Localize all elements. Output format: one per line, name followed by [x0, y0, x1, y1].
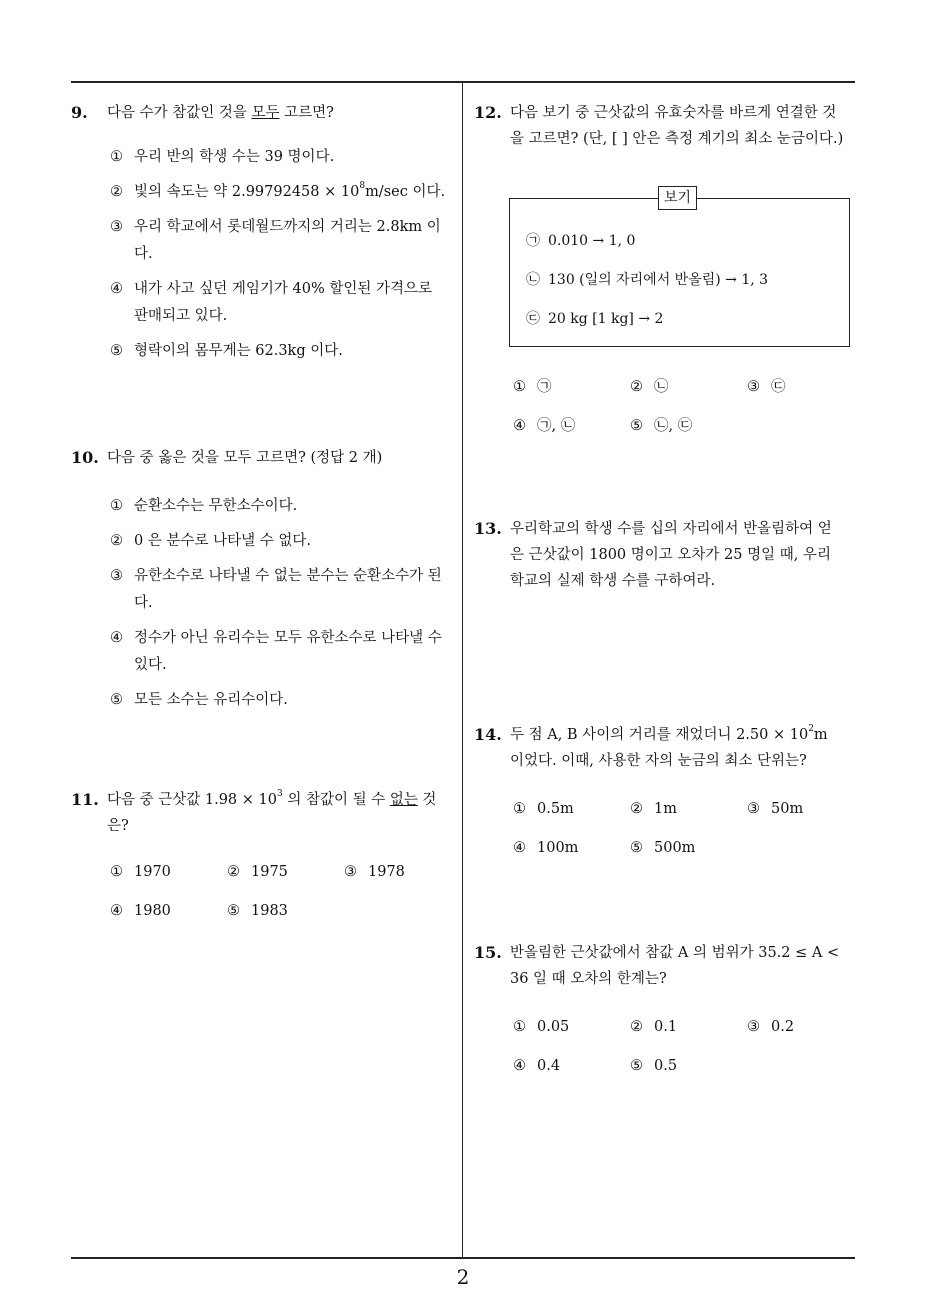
question-14-stem — [474, 722, 844, 774]
choice-mark: ② — [630, 379, 643, 395]
underlined-keyword: 모두 — [251, 105, 280, 121]
choice-mark: ① — [110, 864, 123, 880]
option-text: 0 은 분수로 나타낼 수 없다. — [134, 533, 311, 549]
choice-1[interactable] — [513, 1014, 630, 1041]
choice-mark: ② — [630, 1019, 643, 1035]
top-rule — [71, 81, 855, 83]
question-11-stem — [71, 787, 446, 839]
choice-text: ㉡, ㉢ — [654, 418, 693, 434]
option-4[interactable] — [110, 276, 446, 330]
bogi-text: 20 kg [1 kg] → 2 — [548, 311, 664, 327]
exponent: 3 — [276, 788, 283, 799]
choice-mark: ② — [630, 801, 643, 817]
choice-text: 1980 — [134, 903, 171, 919]
question-text: 반올림한 근삿값에서 참값 A 의 범위가 35.2 ≤ A < 36 일 때 오차의 한계는? — [510, 945, 840, 987]
choice-text: 100m — [537, 840, 579, 856]
option-1[interactable] — [110, 493, 446, 520]
choice-5[interactable] — [227, 898, 344, 925]
option-text: 우리 학교에서 롯데월드까지의 거리는 2.8km 이다. — [134, 219, 441, 262]
option-mark: ③ — [110, 219, 123, 235]
question-12 — [474, 100, 844, 152]
bogi-mark: ㉡ — [526, 272, 540, 288]
choice-mark: ③ — [747, 1019, 760, 1035]
choice-text: ㉠, ㉡ — [537, 418, 576, 434]
choice-mark: ① — [513, 379, 526, 395]
question-13-stem — [474, 516, 844, 594]
bogi-box — [509, 190, 850, 347]
choice-5[interactable] — [630, 835, 747, 862]
question-10-stem — [71, 445, 446, 471]
option-mark: ⑤ — [110, 692, 123, 708]
choice-text: ㉠ — [537, 379, 552, 395]
option-text-end: m/sec 이다. — [365, 184, 446, 200]
option-mark: ① — [110, 498, 123, 514]
choice-2[interactable] — [630, 796, 747, 823]
question-number: 11. — [71, 790, 99, 809]
bogi-mark: ㉠ — [526, 233, 540, 249]
question-text-end: 것은? — [107, 792, 437, 834]
bottom-rule — [71, 1257, 855, 1259]
option-mark: ① — [110, 149, 123, 165]
question-text-end: 고르면? — [279, 105, 334, 121]
option-5[interactable] — [110, 687, 446, 714]
bogi-mark: ㉢ — [526, 311, 540, 327]
question-text: 다음 중 근삿값 1.98 × 10 — [107, 792, 277, 808]
choice-text: 1975 — [251, 864, 288, 880]
question-number: 10. — [71, 448, 99, 467]
choice-text: 1970 — [134, 864, 171, 880]
choice-2[interactable] — [630, 1014, 747, 1041]
choice-text: 1m — [654, 801, 677, 817]
option-text: 정수가 아닌 유리수는 모두 유한소수로 나타낼 수 있다. — [134, 630, 442, 673]
underlined-keyword: 없는 — [389, 792, 418, 808]
choice-mark: ③ — [747, 801, 760, 817]
option-3[interactable] — [110, 563, 446, 617]
option-mark: ⑤ — [110, 343, 123, 359]
choice-mark: ④ — [513, 418, 526, 434]
choice-3[interactable] — [344, 859, 461, 886]
question-10 — [71, 445, 446, 722]
choice-mark: ④ — [513, 840, 526, 856]
question-number: 14. — [474, 725, 502, 744]
option-text: 형락이의 몸무게는 62.3kg 이다. — [134, 343, 343, 359]
choice-text: 500m — [654, 840, 696, 856]
choice-1[interactable] — [513, 374, 630, 401]
option-3[interactable] — [110, 214, 446, 268]
choice-1[interactable] — [110, 859, 227, 886]
column-divider — [462, 82, 463, 1258]
option-mark: ② — [110, 533, 123, 549]
choice-2[interactable] — [630, 374, 747, 401]
exponent: 2 — [808, 723, 814, 734]
choice-3[interactable] — [747, 374, 864, 401]
option-2[interactable] — [110, 179, 446, 206]
bogi-text: 0.010 → 1, 0 — [548, 233, 636, 249]
choice-text: ㉡ — [654, 379, 669, 395]
choice-mark: ③ — [344, 864, 357, 880]
choice-text: 50m — [771, 801, 804, 817]
question-text: 다음 중 옳은 것을 모두 고르면? (정답 2 개) — [107, 450, 383, 466]
option-4[interactable] — [110, 625, 446, 679]
option-2[interactable] — [110, 528, 446, 555]
question-text-mid: 의 참값이 될 수 — [282, 792, 390, 808]
choice-4[interactable] — [513, 413, 630, 440]
option-mark: ③ — [110, 568, 123, 584]
page-number: 2 — [456, 1265, 470, 1289]
choice-mark: ④ — [513, 1058, 526, 1074]
option-text: 빛의 속도는 약 2.99792458 × 10 — [134, 184, 360, 200]
choice-mark: ② — [227, 864, 240, 880]
question-9-stem — [71, 100, 446, 126]
choice-3[interactable] — [747, 1014, 864, 1041]
choice-mark: ① — [513, 801, 526, 817]
choice-1[interactable] — [513, 796, 630, 823]
option-text: 순환소수는 무한소수이다. — [134, 498, 298, 514]
question-15-stem — [474, 940, 844, 992]
choice-mark: ⑤ — [227, 903, 240, 919]
question-15 — [474, 940, 844, 1080]
option-5[interactable] — [110, 338, 446, 365]
question-number: 15. — [474, 943, 502, 962]
choice-2[interactable] — [227, 859, 344, 886]
choice-text: 0.2 — [771, 1019, 795, 1035]
choice-4[interactable] — [110, 898, 227, 925]
choice-text: 1978 — [368, 864, 405, 880]
option-mark: ② — [110, 184, 123, 200]
question-number: 9. — [71, 103, 88, 122]
choice-mark: ⑤ — [630, 418, 643, 434]
choice-text: ㉢ — [771, 379, 786, 395]
choice-text: 1983 — [251, 903, 288, 919]
question-text: 다음 보기 중 근삿값의 유효숫자를 바르게 연결한 것을 고르면? (단, [ ] 안은 측정 계기의 최소 눈금이다.) — [510, 105, 844, 147]
choice-4[interactable] — [513, 1053, 630, 1080]
question-text: 두 점 A, B 사이의 거리를 재었더니 2.50 × 10 — [510, 727, 809, 743]
choice-mark: ⑤ — [630, 840, 643, 856]
choice-mark: ⑤ — [630, 1058, 643, 1074]
choice-text: 0.5 — [654, 1058, 678, 1074]
question-number: 13. — [474, 519, 502, 538]
bogi-item-3 — [526, 307, 663, 331]
choice-mark: ① — [513, 1019, 526, 1035]
option-text: 우리 반의 학생 수는 39 명이다. — [134, 149, 335, 165]
exponent: 8 — [359, 180, 366, 191]
choice-mark: ④ — [110, 903, 123, 919]
question-11 — [71, 787, 446, 925]
choice-text: 0.5m — [537, 801, 574, 817]
choice-3[interactable] — [747, 796, 864, 823]
option-1[interactable] — [110, 144, 446, 171]
question-text-end: m 이었다. 이때, 사용한 자의 눈금의 최소 단위는? — [510, 727, 828, 769]
bogi-text: 130 (일의 자리에서 반올림) → 1, 3 — [548, 272, 769, 288]
question-number: 12. — [474, 103, 502, 122]
option-text: 모든 소수는 유리수이다. — [134, 692, 288, 708]
option-mark: ④ — [110, 281, 123, 297]
option-text: 유한소수로 나타낼 수 없는 분수는 순환소수가 된다. — [134, 568, 442, 611]
question-text: 다음 수가 참값인 것을 — [107, 105, 252, 121]
question-14 — [474, 722, 844, 862]
question-12-choices — [474, 360, 844, 440]
bogi-item-1 — [526, 229, 635, 253]
choice-text: 0.05 — [537, 1019, 570, 1035]
choice-4[interactable] — [513, 835, 630, 862]
question-9 — [71, 100, 446, 373]
choice-text: 0.4 — [537, 1058, 561, 1074]
question-text: 우리학교의 학생 수를 십의 자리에서 반올림하여 얻은 근삿값이 1800 명이고 오차가 25 명일 때, 우리 학교의 실제 학생 수를 구하여라. — [510, 521, 832, 589]
bogi-label: 보기 — [658, 186, 697, 210]
bogi-item-2 — [526, 268, 768, 292]
option-text: 내가 사고 싶던 게임기가 40% 할인된 가격으로 판매되고 있다. — [134, 281, 433, 324]
question-13 — [474, 516, 844, 594]
choice-5[interactable] — [630, 413, 747, 440]
question-12-stem — [474, 100, 844, 152]
choice-5[interactable] — [630, 1053, 747, 1080]
choice-mark: ③ — [747, 379, 760, 395]
choice-text: 0.1 — [654, 1019, 678, 1035]
option-mark: ④ — [110, 630, 123, 646]
